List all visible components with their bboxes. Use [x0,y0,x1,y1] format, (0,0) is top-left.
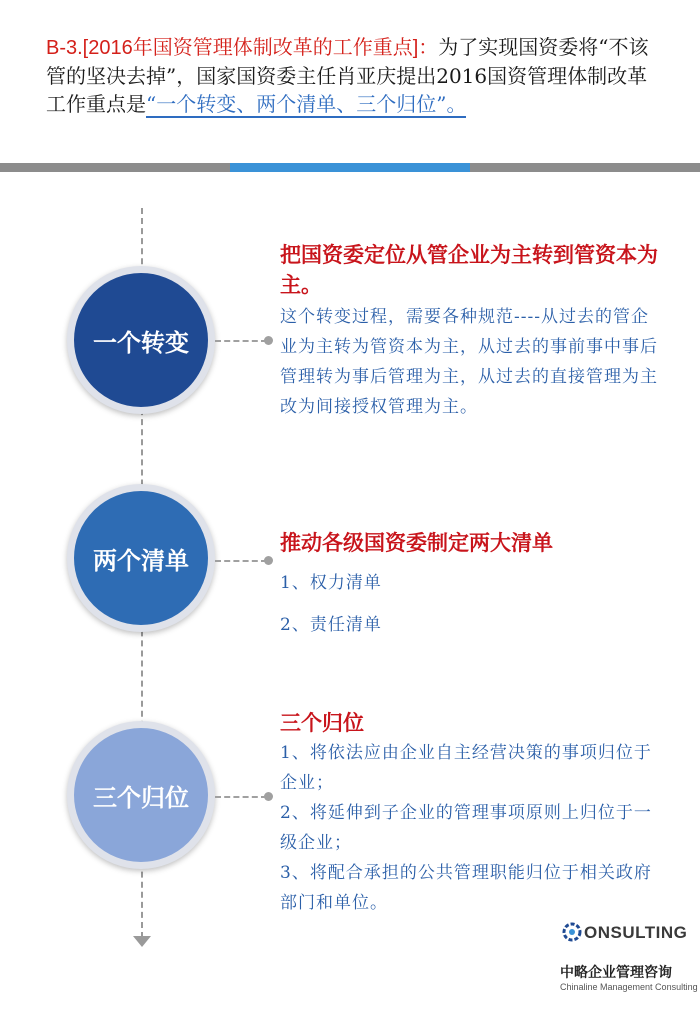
item-body: 这个转变过程，需要各种规范----从过去的管企业为主转为管资本为主，从过去的事前事中事后管理转为事后管理为主，从过去的直接管理为主改为间接授权管理为主。 [280,307,658,417]
item-line: 3、将配合承担的公共管理职能归位于相关政府部门和单位。 [280,863,652,913]
logo-chinese-name: 中略企业管理咨询 [560,965,672,981]
company-logo [560,920,698,1000]
item-line: 2、将延伸到子企业的管理事项原则上归位于一级企业； [280,803,652,853]
intro-highlight: “一个转变、两个清单、三个归位”。 [146,92,467,116]
connector-dot [264,336,273,345]
intro-text: 为了实现国资委将“不该管的坚决去掉”，国家国资委主任肖亚庆提出2016国资管理体制改革工作重点是 [46,35,649,116]
connector-line [215,560,267,562]
item-line: 1、将依法应由企业自主经营决策的事项归位于企业； [280,743,652,793]
section-tag: B-3.[2016年国资管理体制改革的工作重点]： [46,37,439,59]
connector-line [215,340,267,342]
circle-three-returns [67,721,215,869]
item-title: 推动各级国资委制定两大清单 [280,531,553,555]
connector-dot [264,556,273,565]
header-divider [0,163,700,172]
consulting-logo-icon [560,920,584,944]
circle-label: 两个清单 [93,546,189,575]
item-title: 三个归位 [280,711,364,735]
connector-dot [264,792,273,801]
circle-label: 三个归位 [93,783,189,812]
item-block-two [280,528,660,640]
item-line: 1、权力清单 [280,573,382,593]
logo-wordmark: ONSULTING [584,923,688,942]
connector-line [215,796,267,798]
divider-accent [230,163,470,172]
timeline-arrow-icon [133,936,151,947]
item-title: 把国资委定位从管企业为主转到管资本为主。 [280,243,658,297]
intro-paragraph [46,33,666,118]
item-line: 2、责任清单 [280,615,382,635]
logo-english-name: Chinaline Management Consulting [560,982,698,992]
item-block-one [280,240,660,422]
circle-one-change [67,266,215,414]
item-block-three [280,708,660,918]
circle-two-lists [67,484,215,632]
circle-label: 一个转变 [93,328,189,357]
